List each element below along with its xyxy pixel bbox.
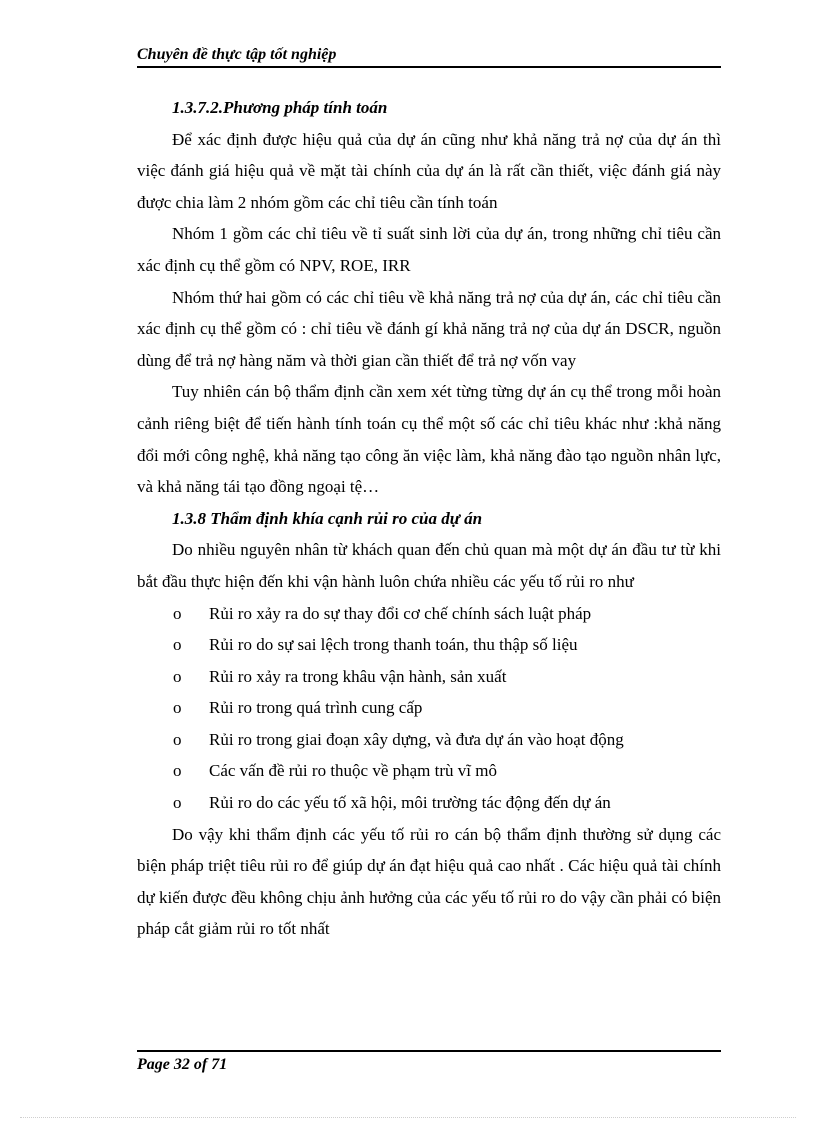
risk-text: Rủi ro xảy ra trong khâu vận hành, sản xuất: [209, 666, 507, 686]
risk-text: Rủi ro trong giai đoạn xây dựng, và đưa dự án vào hoạt động: [209, 729, 624, 749]
paragraph: Nhóm thứ hai gồm có các chỉ tiêu về khả năng trả nợ của dự án, các chỉ tiêu cần xác định cụ thể gồm có : chỉ tiêu về đánh gí khả năng trả nợ của dự án DSCR, nguồn dùng để trả nợ hàng năm và thời gian cần thiết để trả nợ vốn vay: [137, 287, 721, 370]
risk-text: Rủi ro do các yếu tố xã hội, môi trường tác động đến dự án: [209, 793, 611, 813]
list-item: [137, 755, 721, 787]
page-header: Chuyên đề thực tập tốt nghiệp: [137, 46, 721, 68]
paragraph: Tuy nhiên cán bộ thẩm định cần xem xét từng từng dự án cụ thể trong mỗi hoàn cảnh riêng biệt để tiến hành tính toán cụ thể một số các chỉ tiêu khác như :khả năng đổi mới công nghệ, khả năng tạo công ăn việc làm, khả năng đào tạo nguồn nhân lực, và khả năng tái tạo đồng ngoại tệ…: [137, 382, 721, 497]
risk-text: Rủi ro xảy ra do sự thay đổi cơ chế chính sách luật pháp: [209, 603, 592, 623]
bullet-icon: o: [173, 729, 182, 749]
list-item: [137, 661, 721, 693]
list-item: [137, 692, 721, 724]
bullet-icon: o: [173, 666, 182, 686]
page-edge-divider: [20, 1117, 796, 1118]
bullet-icon: o: [173, 635, 182, 655]
list-item: [137, 787, 721, 819]
list-item: [137, 724, 721, 756]
risk-text: Rủi ro do sự sai lệch trong thanh toán, thu thập số liệu: [209, 635, 578, 655]
risk-text: Các vấn đề rủi ro thuộc về phạm trù vĩ mô: [209, 761, 497, 781]
risk-list: [137, 598, 721, 819]
bullet-icon: o: [173, 793, 182, 813]
document-body: [137, 92, 721, 945]
bullet-icon: o: [173, 761, 182, 781]
page-number: Page 32 of 71: [137, 1056, 228, 1073]
risk-text: Rủi ro trong quá trình cung cấp: [209, 698, 423, 718]
paragraph: Do nhiều nguyên nhân từ khách quan đến chủ quan mà một dự án đầu tư từ khi bắt đầu thực hiện đến khi vận hành luôn chứa nhiều các yếu tố rủi ro như: [137, 540, 721, 591]
bullet-icon: o: [173, 603, 182, 623]
section-title-138: 1.3.8 Thẩm định khía cạnh rủi ro của dự án: [172, 508, 483, 528]
paragraph: Do vậy khi thẩm định các yếu tố rủi ro cán bộ thẩm định thường sử dụng các biện pháp triệt tiêu rủi ro để giúp dự án đạt hiệu quả cao nhất . Các hiệu quả tài chính dự kiến được đều không chịu ảnh hưởng của các yếu tố rủi ro do vậy cần phải có biện pháp cắt giảm rủi ro tốt nhất: [137, 824, 721, 939]
list-item: [137, 629, 721, 661]
paragraph: Nhóm 1 gồm các chỉ tiêu về tỉ suất sinh lời của dự án, trong những chỉ tiêu cần xác định cụ thể gồm có NPV, ROE, IRR: [137, 224, 721, 275]
paragraph: Để xác định được hiệu quả của dự án cũng như khả năng trả nợ của dự án thì việc đánh giá hiệu quả về mặt tài chính của dự án là rất cần thiết, việc đánh giá này được chia làm 2 nhóm gồm các chỉ tiêu cần tính toán: [137, 129, 721, 212]
list-item: [137, 598, 721, 630]
section-title-1372: 1.3.7.2.Phương pháp tính toán: [172, 98, 388, 117]
bullet-icon: o: [173, 698, 182, 718]
footer-divider: [137, 1050, 721, 1052]
